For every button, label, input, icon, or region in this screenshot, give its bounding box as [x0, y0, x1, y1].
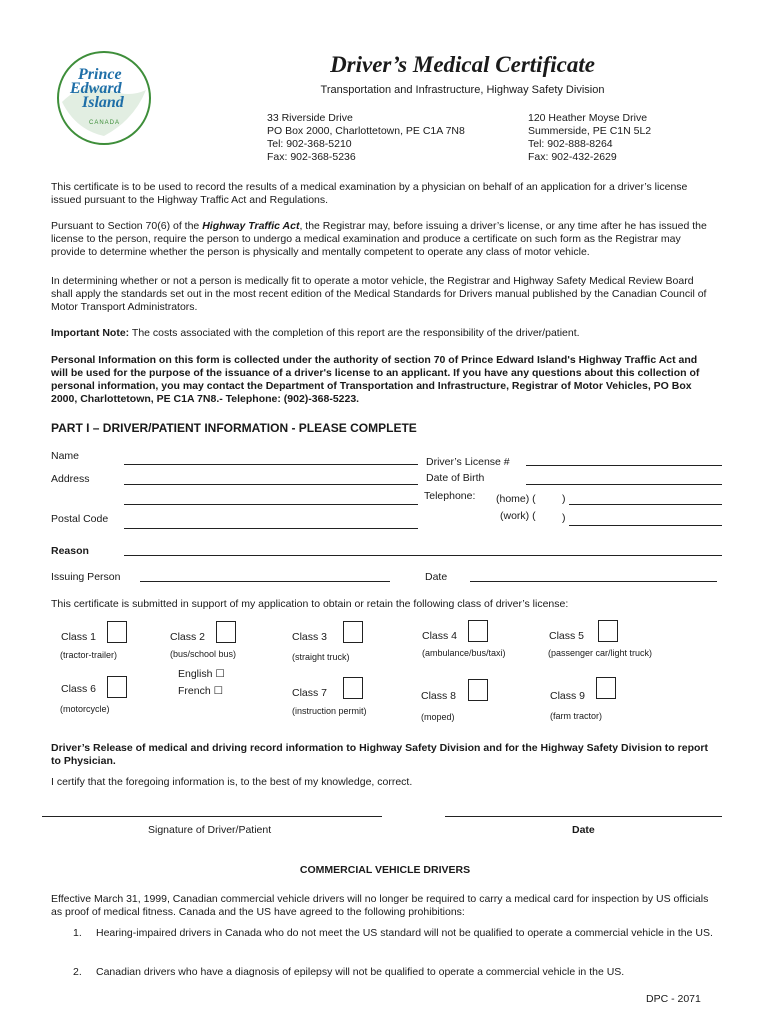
office-summerside [528, 112, 651, 164]
class-5-label: Class 5 [549, 630, 585, 642]
commercial-item-2-num: 2. [73, 966, 82, 978]
work-phone-field[interactable] [569, 525, 722, 526]
address-label: Address [51, 473, 90, 485]
pei-logo [54, 50, 154, 146]
language-english[interactable]: English ☐ [178, 668, 225, 680]
class-1-label: Class 1 [61, 631, 97, 643]
signature-field[interactable] [42, 816, 382, 817]
class-4-checkbox[interactable] [468, 620, 488, 642]
class-8-desc: (moped) [421, 712, 455, 722]
dob-label: Date of Birth [426, 472, 485, 484]
intro-paragraph-1: This certificate is to be used to record the results of a medical examination by a physician on behalf of an application for a driver’s license issued pursuant to the Highway Traffic Act and Regulations. [51, 181, 688, 206]
intro-p2-start: Pursuant to Section 70(6) of the [51, 220, 203, 232]
office-charlottetown [267, 112, 465, 164]
license-field[interactable] [526, 465, 722, 466]
support-statement: This certificate is submitted in support of my application to obtain or retain the following class of driver’s license: [51, 598, 569, 610]
release-heading: Driver’s Release of medical and driving record information to Highway Safety Division and for the Highway Safety Division to report to Physician. [51, 742, 708, 767]
part1-heading: PART I – DRIVER/PATIENT INFORMATION - PLEASE COMPLETE [51, 421, 417, 435]
intro-paragraph-2 [51, 220, 717, 259]
important-note-label: Important Note: [51, 327, 130, 339]
office2-line: Fax: 902-432-2629 [528, 151, 617, 163]
issue-date-field[interactable] [470, 581, 717, 582]
class-3-desc: (straight truck) [292, 652, 350, 662]
class-5-checkbox[interactable] [598, 620, 618, 642]
class-3-checkbox[interactable] [343, 621, 363, 643]
class-8-label: Class 8 [421, 690, 457, 702]
class-2-label: Class 2 [170, 631, 206, 643]
home-phone-field[interactable] [569, 504, 722, 505]
commercial-heading: COMMERCIAL VEHICLE DRIVERS [299, 864, 471, 876]
name-field[interactable] [124, 464, 418, 465]
commercial-item-1-text: Hearing-impaired drivers in Canada who do not meet the US standard will not be qualified to operate a commercial vehicle in the US. [96, 927, 713, 939]
issue-date-label: Date [425, 571, 448, 583]
issuing-person-label: Issuing Person [51, 571, 121, 583]
important-note [51, 327, 717, 340]
class-4-label: Class 4 [422, 630, 458, 642]
class-9-desc: (farm tractor) [550, 711, 603, 721]
class-6-desc: (motorcycle) [60, 704, 110, 714]
logo-country: CANADA [89, 120, 121, 126]
intro-p2-end: , the Registrar may, before issuing a driver’s license, or any time after he has issued the license to the person, require the person to undergo a medical examination and produce a certificate on such form as the Registrar may provide to determine whether the person is physically and mentally competent to operate any class of motor vehicle. [51, 220, 707, 258]
dob-field[interactable] [526, 484, 722, 485]
intro-paragraph-3: In determining whether or not a person is medically fit to operate a motor vehicle, the Registrar and Highway Safety Medical Review Board shall apply the standards set out in the most recent edition of the Medical Standards for Drivers manual published by the Canadian Council of Motor Transport Administrators. [51, 275, 707, 313]
reason-field[interactable] [124, 555, 722, 556]
commercial-intro: Effective March 31, 1999, Canadian commercial vehicle drivers will no longer be required to carry a medical card for inspection by US officials as proof of medical fitness. Canada and the US have agreed to the following prohibitions: [51, 893, 709, 918]
office1-line: Tel: 902-368-5210 [267, 138, 352, 150]
signature-label: Signature of Driver/Patient [148, 824, 272, 836]
office2-line: 120 Heather Moyse Drive [528, 112, 648, 124]
reason-label: Reason [51, 545, 89, 557]
class-7-checkbox[interactable] [343, 677, 363, 699]
postal-code-field[interactable] [124, 528, 418, 529]
home-close-paren: ) [562, 493, 566, 505]
work-label: (work) ( [500, 510, 536, 522]
class-3-label: Class 3 [292, 631, 328, 643]
name-label: Name [51, 450, 80, 462]
address-field-2[interactable] [124, 504, 418, 505]
office1-line: PO Box 2000, Charlottetown, PE C1A 7N8 [267, 125, 465, 137]
privacy-statement: Personal Information on this form is collected under the authority of section 70 of Prince Edward Island's Highway Traffic Act and will be used for the purpose of the issuance of a driver's license to an applicant. If you have any questions about this collection of personal information, you may contact the Department of Transportation and Infrastructure, Registrar of Motor Vehicles, PO Box 2000, Charlottetown, PE C1A 7N8.- Telephone: (902)-368-5223. [51, 354, 700, 405]
home-label: (home) ( [496, 493, 536, 505]
class-1-checkbox[interactable] [107, 621, 127, 643]
commercial-item-1-num: 1. [73, 927, 82, 939]
class-2-desc: (bus/school bus) [170, 649, 237, 659]
office1-line: 33 Riverside Drive [267, 112, 353, 124]
class-8-checkbox[interactable] [468, 679, 488, 701]
class-9-checkbox[interactable] [596, 677, 616, 699]
highway-traffic-act: Highway Traffic Act [202, 220, 300, 232]
postal-code-label: Postal Code [51, 513, 109, 525]
class-5-desc: (passenger car/light truck) [548, 648, 653, 658]
logo-line-prince: Prince [78, 66, 122, 83]
commercial-item-2-text: Canadian drivers who have a diagnosis of epilepsy will not be qualified to operate a commercial vehicle in the US. [96, 966, 625, 978]
class-7-label: Class 7 [292, 687, 328, 699]
page-title: Driver’s Medical Certificate [330, 52, 595, 77]
license-label: Driver’s License # [426, 456, 510, 468]
signature-date-label: Date [572, 824, 595, 836]
office1-line: Fax: 902-368-5236 [267, 151, 356, 163]
class-6-label: Class 6 [61, 683, 97, 695]
page-subtitle: Transportation and Infrastructure, Highway Safety Division [320, 84, 605, 96]
logo-line-island: Island [82, 94, 124, 111]
class-4-desc: (ambulance/bus/taxi) [422, 648, 506, 658]
issuing-person-field[interactable] [140, 581, 390, 582]
telephone-label: Telephone: [424, 490, 476, 502]
language-french[interactable]: French ☐ [178, 685, 224, 697]
class-9-label: Class 9 [550, 690, 586, 702]
important-note-text: The costs associated with the completion of this report are the responsibility of the driver/patient. [129, 327, 580, 339]
form-code: DPC - 2071 [646, 993, 701, 1005]
signature-date-field[interactable] [445, 816, 722, 817]
office2-line: Tel: 902-888-8264 [528, 138, 613, 150]
address-field-1[interactable] [124, 484, 418, 485]
class-6-checkbox[interactable] [107, 676, 127, 698]
certify-statement: I certify that the foregoing information is, to the best of my knowledge, correct. [51, 776, 413, 788]
class-1-desc: (tractor-trailer) [60, 650, 118, 660]
class-7-desc: (instruction permit) [292, 706, 367, 716]
logo-line-edward: Edward [70, 80, 122, 97]
work-close-paren: ) [562, 512, 566, 524]
office2-line: Summerside, PE C1N 5L2 [528, 125, 652, 137]
class-2-checkbox[interactable] [216, 621, 236, 643]
